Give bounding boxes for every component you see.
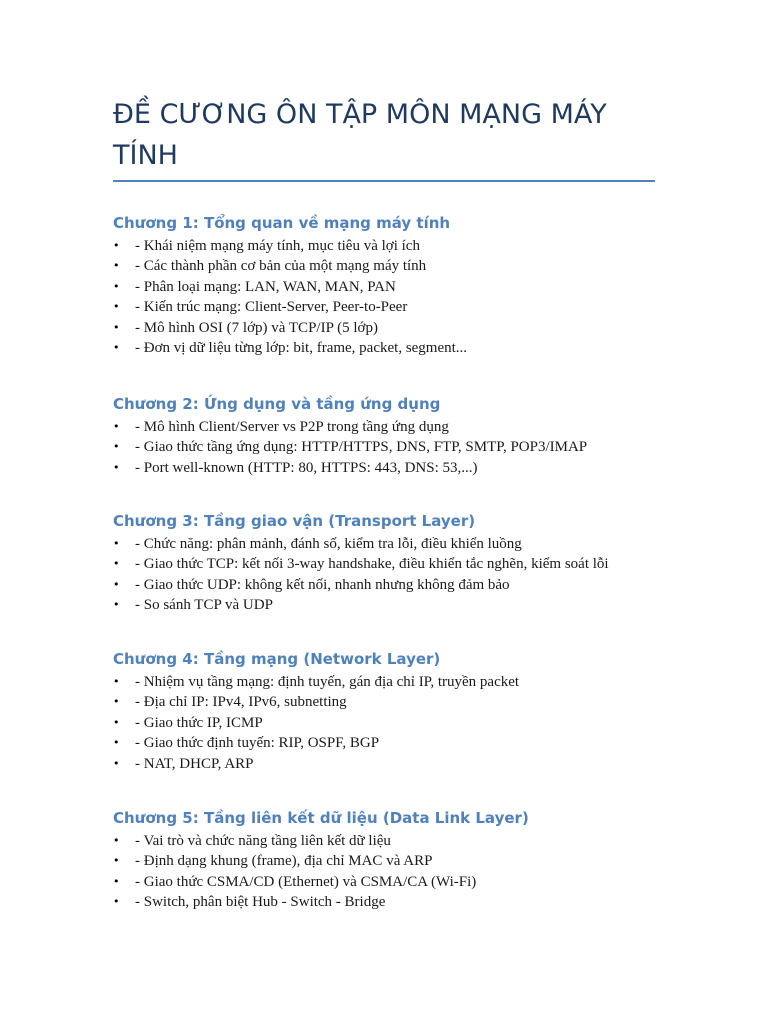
- bullet-icon: •: [113, 420, 120, 433]
- chapter-1-section: [113, 212, 673, 358]
- list-item: [113, 417, 673, 437]
- bullet-icon: •: [113, 736, 120, 750]
- list-item-text: - Mô hình OSI (7 lớp) và TCP/IP (5 lớp): [135, 319, 378, 336]
- list-item: [113, 458, 673, 478]
- document-title: ĐỀ CƯƠNG ÔN TẬP MÔN MẠNG MÁY TÍNH: [113, 99, 607, 171]
- list-item-text: - Địa chỉ IP: IPv4, IPv6, subnetting: [135, 694, 347, 711]
- bullet-icon: •: [113, 259, 120, 273]
- bullet-icon: •: [113, 279, 120, 293]
- list-item: [113, 733, 673, 753]
- chapter-3-section: [113, 510, 673, 616]
- list-item: [113, 575, 673, 595]
- chapter-5-section: [113, 807, 673, 913]
- list-item: [113, 297, 673, 317]
- list-item-text: - Vai trò và chức năng tầng liên kết dữ liệu: [135, 833, 391, 849]
- list-item: [113, 256, 673, 276]
- list-item-text: - Giao thức UDP: không kết nối, nhanh nhưng không đảm bảo: [135, 576, 510, 593]
- list-item-text: - Port well-known (HTTP: 80, HTTPS: 443, DNS: 53,...): [135, 459, 478, 476]
- list-item: [113, 872, 673, 892]
- list-item-text: - Switch, phân biệt Hub - Switch - Bridge: [135, 894, 386, 911]
- bullet-icon: •: [113, 695, 120, 709]
- chapter-2-heading: Chương 2: Ứng dụng và tầng ứng dụng: [113, 395, 441, 413]
- chapter-3-heading: Chương 3: Tầng giao vận (Transport Layer): [113, 512, 476, 530]
- list-item-text: - Chức năng: phân mảnh, đánh số, kiểm tra lỗi, điều khiển luồng: [135, 536, 522, 552]
- chapter-1-list: [113, 236, 673, 358]
- bullet-icon: •: [113, 341, 120, 355]
- chapter-4-section: [113, 648, 673, 774]
- bullet-icon: •: [113, 874, 120, 888]
- chapter-5-list: [113, 831, 673, 913]
- list-item-text: - Giao thức TCP: kết nối 3-way handshake, điều khiển tắc nghẽn, kiểm soát lỗi: [135, 556, 609, 573]
- bullet-icon: •: [113, 320, 120, 334]
- list-item-text: - Kiến trúc mạng: Client-Server, Peer-to-Peer: [135, 299, 408, 316]
- list-item: [113, 554, 673, 574]
- list-item: [113, 236, 673, 256]
- list-item-text: - Giao thức tầng ứng dụng: HTTP/HTTPS, DNS, FTP, SMTP, POP3/IMAP: [135, 439, 588, 456]
- list-item-text: - Các thành phần cơ bản của một mạng máy tính: [135, 258, 427, 275]
- list-item-text: - Mô hình Client/Server vs P2P trong tầng ứng dụng: [135, 419, 449, 435]
- list-item: [113, 338, 673, 358]
- bullet-icon: •: [113, 577, 120, 591]
- chapter-2-list: [113, 417, 673, 478]
- bullet-icon: •: [113, 537, 120, 550]
- list-item-text: - Giao thức IP, ICMP: [135, 714, 263, 731]
- chapter-4-list: [113, 672, 673, 774]
- list-item: [113, 754, 673, 774]
- list-item: [113, 437, 673, 457]
- bullet-icon: •: [113, 440, 120, 454]
- bullet-icon: •: [113, 854, 120, 868]
- chapter-4-heading: Chương 4: Tầng mạng (Network Layer): [113, 650, 441, 668]
- list-item-text: - So sánh TCP và UDP: [135, 597, 273, 614]
- list-item: [113, 831, 673, 851]
- bullet-icon: •: [113, 675, 120, 688]
- title-divider: [113, 180, 655, 182]
- list-item-text: - Khái niệm mạng máy tính, mục tiêu và lợi ích: [135, 238, 420, 254]
- list-item: [113, 851, 673, 871]
- list-item: [113, 595, 673, 615]
- list-item-text: - Định dạng khung (frame), địa chỉ MAC và ARP: [135, 853, 433, 870]
- list-item-text: - Giao thức định tuyến: RIP, OSPF, BGP: [135, 735, 380, 752]
- list-item: [113, 892, 673, 912]
- list-item: [113, 713, 673, 733]
- bullet-icon: •: [113, 715, 120, 729]
- list-item-text: - Giao thức CSMA/CD (Ethernet) và CSMA/CA (Wi-Fi): [135, 873, 477, 890]
- chapter-5-heading: Chương 5: Tầng liên kết dữ liệu (Data Link Layer): [113, 809, 529, 827]
- bullet-icon: •: [113, 834, 120, 847]
- list-item-text: - Đơn vị dữ liệu từng lớp: bit, frame, packet, segment...: [135, 340, 468, 357]
- bullet-icon: •: [113, 239, 120, 252]
- list-item: [113, 692, 673, 712]
- list-item-text: - Nhiệm vụ tầng mạng: định tuyến, gán địa chỉ IP, truyền packet: [135, 674, 520, 690]
- bullet-icon: •: [113, 895, 120, 909]
- chapter-3-list: [113, 534, 673, 616]
- list-item: [113, 318, 673, 338]
- bullet-icon: •: [113, 557, 120, 571]
- list-item: [113, 534, 673, 554]
- list-item-text: - NAT, DHCP, ARP: [135, 755, 254, 772]
- bullet-icon: •: [113, 756, 120, 770]
- bullet-icon: •: [113, 460, 120, 474]
- chapter-2-section: [113, 393, 673, 478]
- list-item-text: - Phân loại mạng: LAN, WAN, MAN, PAN: [135, 278, 396, 295]
- list-item: [113, 277, 673, 297]
- bullet-icon: •: [113, 598, 120, 612]
- chapter-1-heading: Chương 1: Tổng quan về mạng máy tính: [113, 214, 451, 232]
- list-item: [113, 672, 673, 692]
- bullet-icon: •: [113, 300, 120, 314]
